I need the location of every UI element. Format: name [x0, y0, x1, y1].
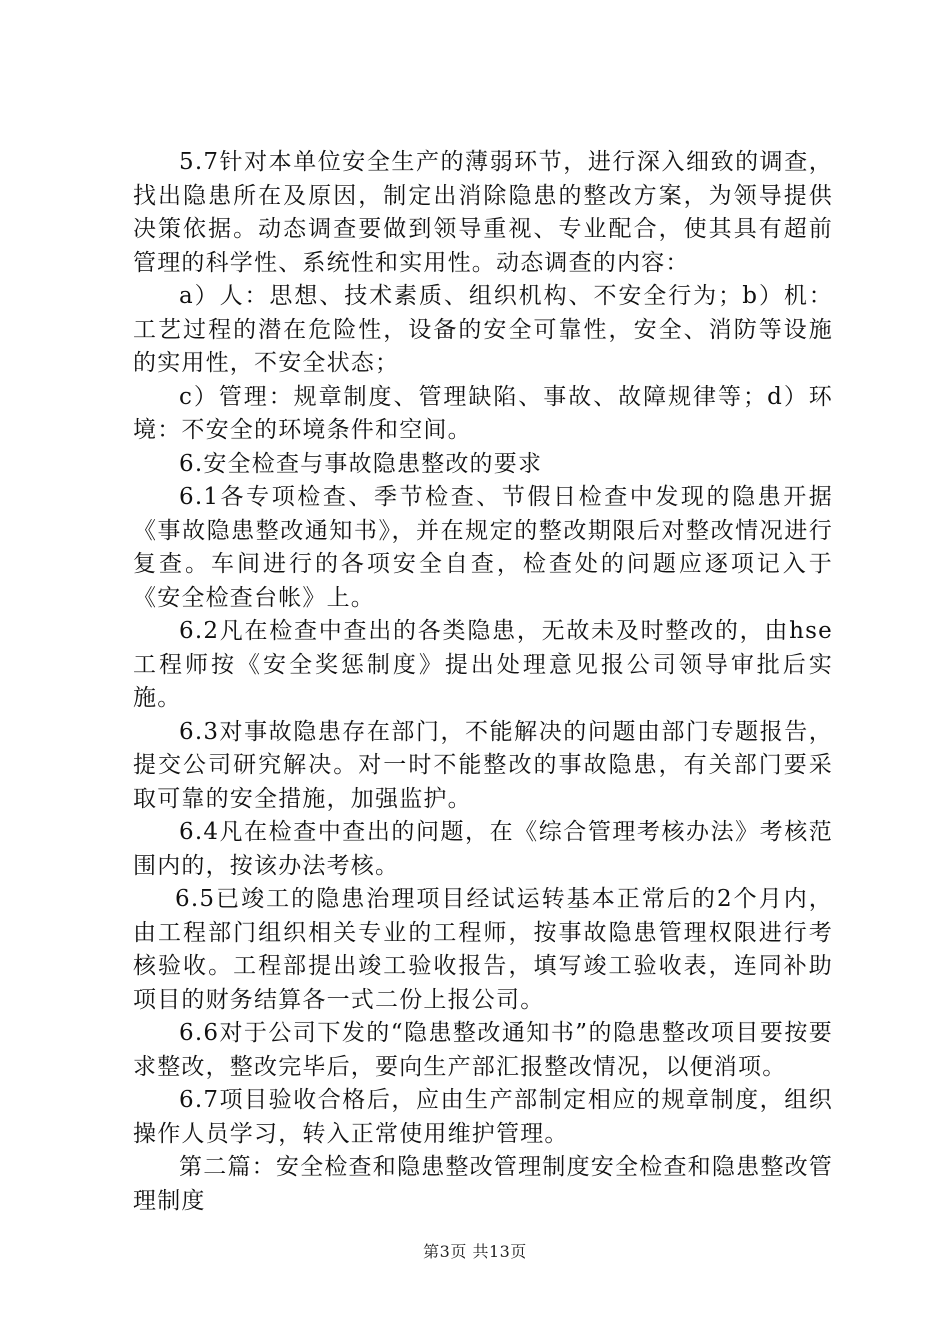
paragraph-5-7: 5.7针对本单位安全生产的薄弱环节，进行深入细致的调查，找出隐患所在及原因，制定出消除隐患的整改方案，为领导提供决策依据。动态调查要做到领导重视、专业配合，使其具有超前管理的科学性、系统性和实用性。动态调查的内容： [133, 149, 833, 276]
paragraph-6-2: 6.2凡在检查中查出的各类隐患，无故未及时整改的，由hse工程师按《安全奖惩制度》提出处理意见报公司领导审批后实施。 [133, 618, 833, 711]
part-two-heading: 第二篇：安全检查和隐患整改管理制度安全检查和隐患整改管理制度 [133, 1154, 833, 1214]
paragraph-6-7: 6.7项目验收合格后，应由生产部制定相应的规章制度，组织操作人员学习，转入正常使用维护管理。 [133, 1087, 833, 1147]
page-number-footer: 第3页 共13页 [423, 1242, 527, 1261]
paragraph-c-d: c）管理：规章制度、管理缺陷、事故、故障规律等；d）环境：不安全的环境条件和空间。 [133, 383, 833, 443]
paragraph-6-4: 6.4凡在检查中查出的问题，在《综合管理考核办法》考核范围内的，按该办法考核。 [133, 819, 833, 879]
paragraph-6-6: 6.6对于公司下发的“隐患整改通知书”的隐患整改项目要按要求整改，整改完毕后，要向生产部汇报整改情况，以便消项。 [133, 1020, 833, 1080]
paragraph-a-b: a）人：思想、技术素质、组织机构、不安全行为；b）机：工艺过程的潜在危险性，设备的安全可靠性，安全、消防等设施的实用性，不安全状态； [133, 283, 833, 376]
paragraph-6-5: 6.5已竣工的隐患治理项目经试运转基本正常后的2个月内，由工程部门组织相关专业的工程师，按事故隐患管理权限进行考核验收。工程部提出竣工验收报告，填写竣工验收表，连同补助项目的财务结算各一式二份上报公司。 [133, 886, 833, 1013]
document-body [133, 146, 833, 1218]
paragraph-6-1: 6.1各专项检查、季节检查、节假日检查中发现的隐患开据《事故隐患整改通知书》，并在规定的整改期限后对整改情况进行复查。车间进行的各项安全自查，检查处的问题应逐项记入于《安全检查台帐》上。 [133, 484, 833, 611]
paragraph-6-3: 6.3对事故隐患存在部门，不能解决的问题由部门专题报告，提交公司研究解决。对一时不能整改的事故隐患，有关部门要采取可靠的安全措施，加强监护。 [133, 718, 833, 812]
section-heading-6: 6.安全检查与事故隐患整改的要求 [179, 450, 543, 477]
